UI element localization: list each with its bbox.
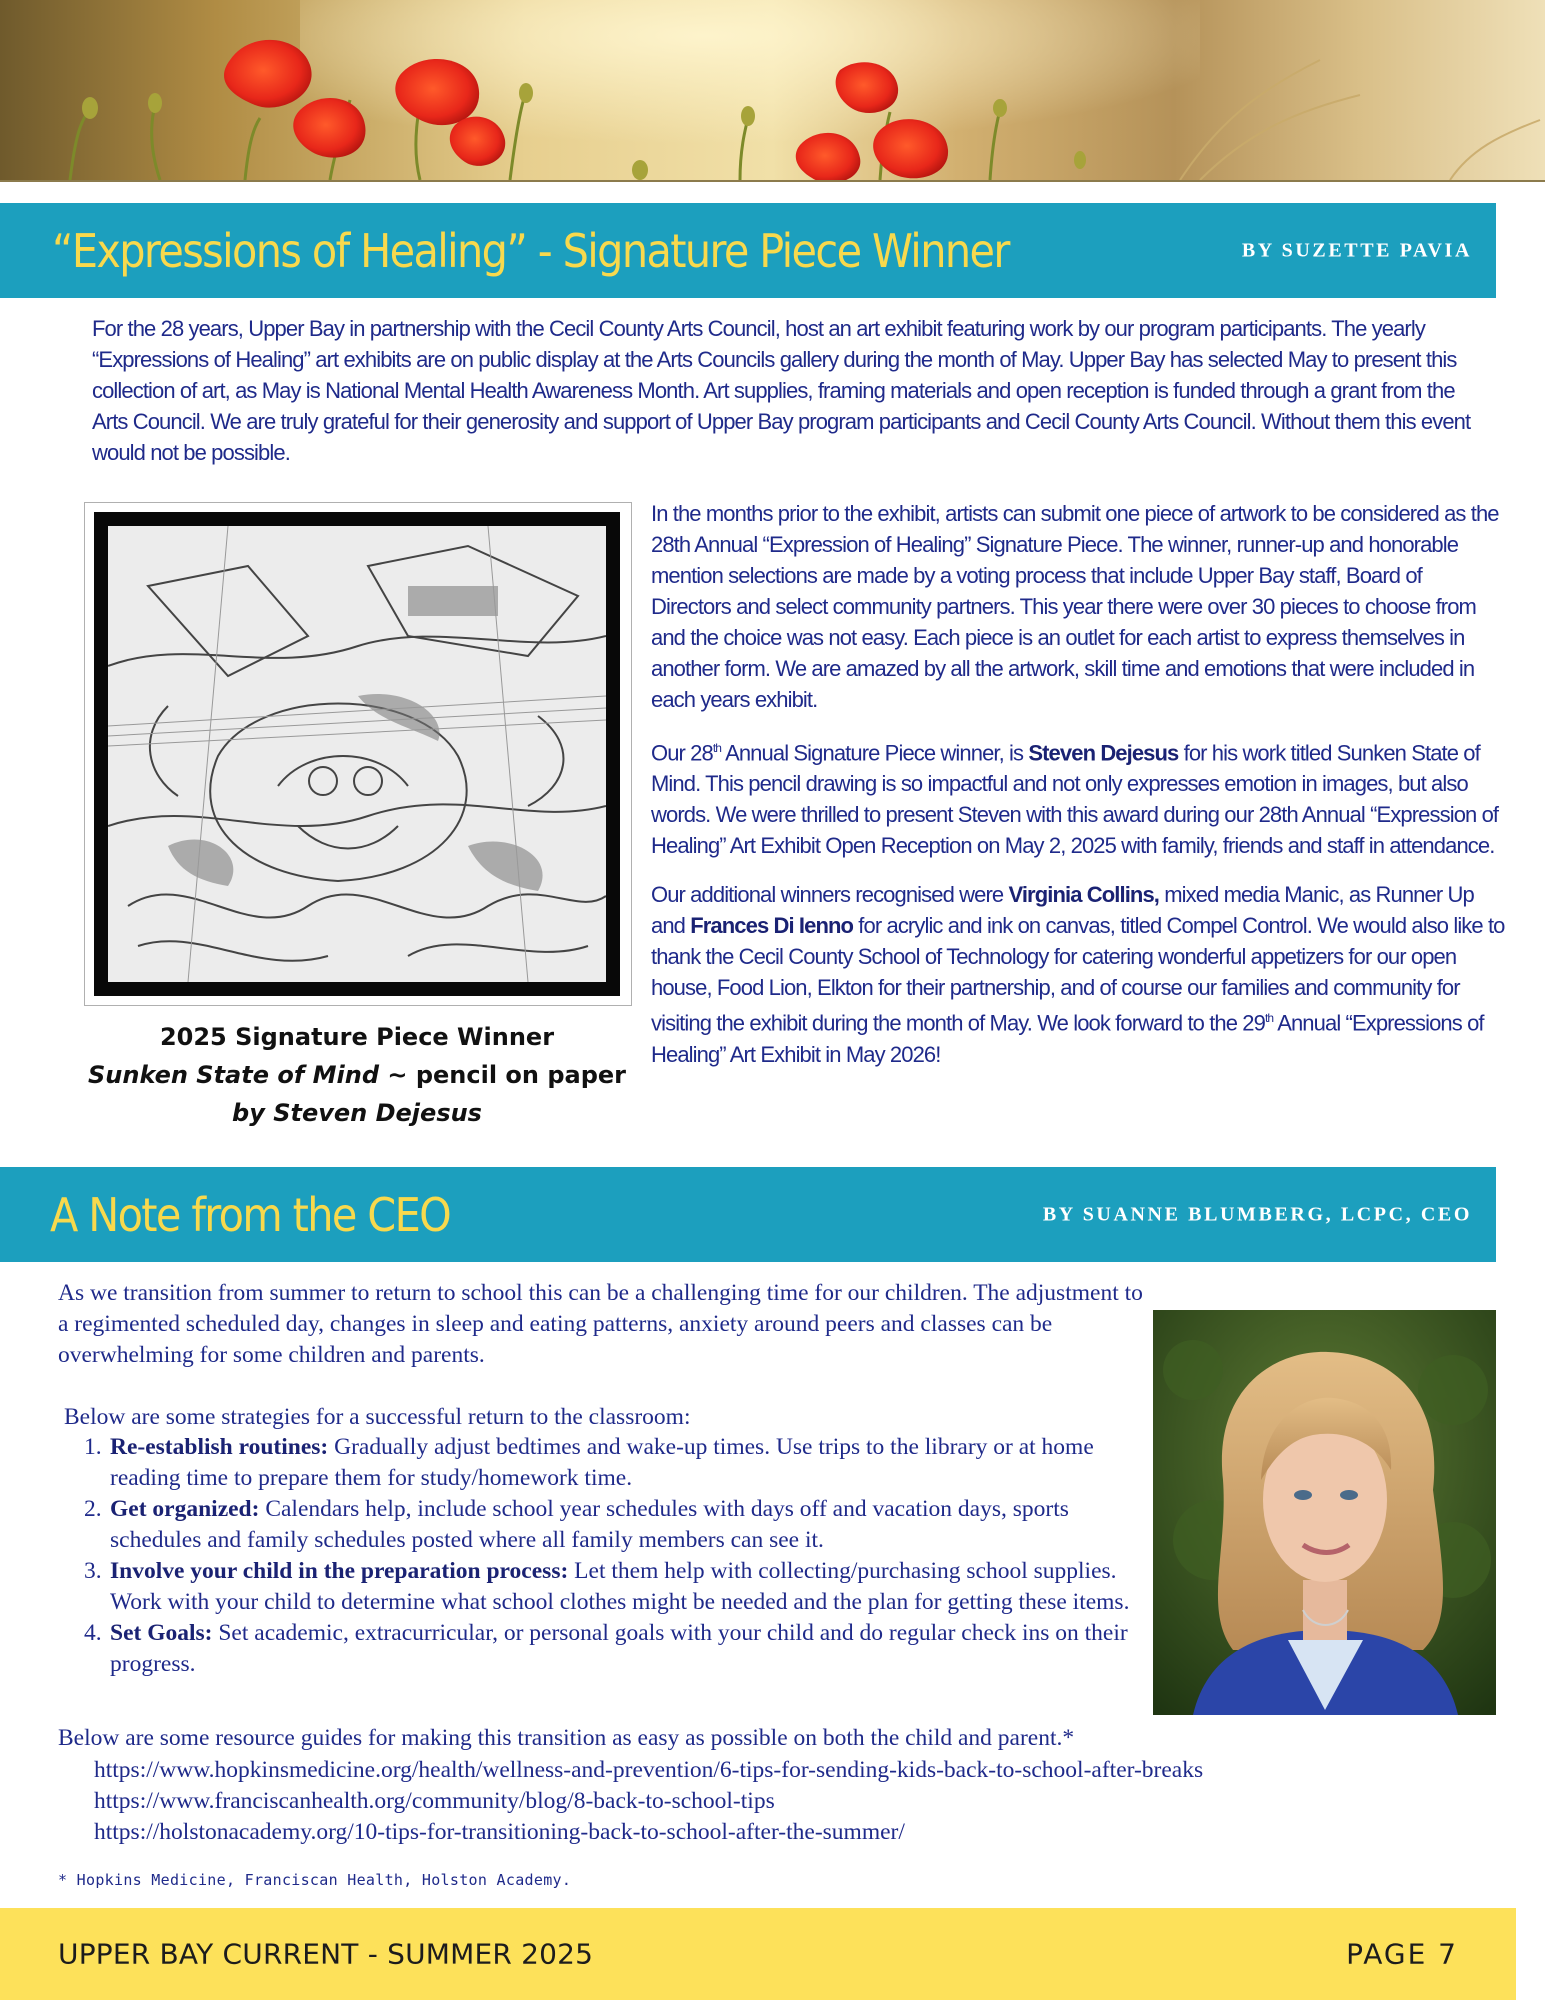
strategy-heading: Re-establish routines: bbox=[110, 1434, 329, 1460]
resource-link[interactable]: https://www.franciscanhealth.org/community/blog/8-back-to-school-tips bbox=[94, 1788, 775, 1814]
text-run: Our 28 bbox=[651, 740, 713, 766]
caption-title: 2025 Signature Piece Winner bbox=[159, 1023, 555, 1051]
publication-name: UPPER BAY CURRENT - SUMMER 2025 bbox=[58, 1937, 594, 1971]
caption-medium-text: pencil on paper bbox=[407, 1061, 626, 1089]
ceo-portrait-photo bbox=[1153, 1310, 1496, 1715]
resource-link[interactable]: https://holstonacademy.org/10-tips-for-transitioning-back-to-school-after-the-summer/ bbox=[94, 1819, 905, 1845]
text-run: for acrylic and ink on canvas, titled Compel Control. We would also like to thank the Cecil County School of Technology for catering wonderful appetizers for our open house, Food Lion, Elkton for their partnership, and of course our families and community for visiting the exhibit during the month of May. We look forward to the 29 bbox=[651, 913, 1505, 1036]
text-run: Our additional winners recognised were bbox=[651, 882, 1009, 908]
list-item bbox=[84, 1556, 1144, 1618]
text-run: for his work titled Sunken State of Mind. This pencil drawing is so impactful and not only expresses emotion in images, but also words. We were thrilled to present Steven with this award during our 28th Annual “Expression of Healing” Art Exhibit Open Reception on May 2, 2025 with family, friends and staff in attendance. bbox=[651, 740, 1499, 859]
list-number: 1. bbox=[84, 1434, 102, 1460]
signature-piece-artwork bbox=[84, 502, 632, 1006]
caption-artist bbox=[84, 1094, 630, 1132]
strategy-text: Calendars help, include school year schedules with days off and vacation days, sports schedules and family schedules posted where all family members can see it. bbox=[110, 1496, 1069, 1553]
pencil-drawing bbox=[108, 526, 606, 982]
article-paragraph-1: In the months prior to the exhibit, artists can submit one piece of artwork to be considered as the 28th Annual “Expression of Healing” Signature Piece. The winner, runner-up and honorable mention selections are made by a voting process that include Upper Bay staff, Board of Directors and select community partners. This year there were over 30 pieces to choose from and the choice was not easy. Each piece is an outlet for each artist to express themselves in another form. We are amazed by all the artwork, skill time and emotions that were included in each years exhibit. bbox=[651, 501, 1499, 712]
ceo-note-byline: BY SUANNE BLUMBERG, LCPC, CEO bbox=[1042, 1203, 1472, 1225]
poppy-illustration bbox=[0, 0, 1545, 180]
ordinal-suffix: th bbox=[1264, 1011, 1274, 1026]
artwork-mat bbox=[94, 512, 620, 996]
article-intro-paragraph: For the 28 years, Upper Bay in partnership with the Cecil County Arts Council, host an art exhibit featuring work by our program participants. The yearly “Expressions of Healing” art exhibits are on public display at the Arts Councils gallery during the month of May. Upper Bay has selected May to present this collection of art, as May is National Mental Health Awareness Month. Art supplies, framing materials and open reception is funded through a grant from the Arts Council. We are truly grateful for their generosity and support of Upper Bay program participants and Cecil County Arts Council. Without them this event would not be possible. bbox=[92, 316, 1471, 465]
list-item bbox=[84, 1432, 1144, 1494]
artwork-caption bbox=[84, 1018, 630, 1132]
article-body-column bbox=[651, 498, 1505, 1088]
page-footer bbox=[0, 1908, 1516, 2000]
list-item bbox=[84, 1618, 1144, 1680]
strategy-text: Let them help with collecting/purchasing school supplies. Work with your child to determine what school clothes might be needed and the plan for getting these items. bbox=[110, 1558, 1130, 1615]
strategy-text: Set academic, extracurricular, or personal goals with your child and do regular check ins on their progress. bbox=[110, 1620, 1128, 1677]
resources-footnote: * Hopkins Medicine, Franciscan Health, Holston Academy. bbox=[58, 1871, 572, 1889]
caption-artist-name: by Steven Dejesus bbox=[232, 1099, 482, 1127]
list-number: 3. bbox=[84, 1558, 102, 1584]
caption-medium bbox=[84, 1056, 630, 1094]
strategy-heading: Involve your child in the preparation process: bbox=[110, 1558, 569, 1584]
honorable-mention-name: Frances Di Ienno bbox=[690, 913, 854, 939]
list-number: 2. bbox=[84, 1496, 102, 1522]
article-paragraph-3 bbox=[651, 879, 1505, 1069]
strategies-intro: Below are some strategies for a successful return to the classroom: bbox=[64, 1404, 691, 1430]
strategy-heading: Get organized: bbox=[110, 1496, 260, 1522]
ordinal-suffix: th bbox=[712, 741, 722, 755]
resource-links bbox=[94, 1755, 1534, 1848]
text-run: Annual “Expressions of Healing” Art Exhibit in May 2026! bbox=[651, 1010, 1484, 1067]
resources-intro: Below are some resource guides for making this transition as easy as possible on both the child and parent.* bbox=[58, 1725, 1075, 1751]
text-run: mixed media Manic, as Runner Up and bbox=[651, 882, 1474, 939]
ceo-note-header-bar bbox=[0, 1167, 1496, 1262]
article-header-bar bbox=[0, 203, 1496, 298]
article-paragraph-2 bbox=[651, 733, 1505, 861]
runner-up-name: Virginia Collins, bbox=[1008, 882, 1160, 908]
banner-divider bbox=[0, 180, 1545, 182]
caption-artwork-title: Sunken State of Mind ~ bbox=[88, 1061, 408, 1089]
winner-name: Steven Dejesus bbox=[1028, 740, 1179, 766]
portrait-illustration bbox=[1153, 1310, 1496, 1715]
header-poppy-photo bbox=[0, 0, 1545, 180]
pencil-drawing-illustration bbox=[108, 526, 606, 982]
resource-link[interactable]: https://www.hopkinsmedicine.org/health/wellness-and-prevention/6-tips-for-sending-kids-back-to-school-after-breaks bbox=[94, 1757, 1204, 1783]
strategies-list bbox=[84, 1432, 1144, 1680]
ceo-note-intro: As we transition from summer to return to school this can be a challenging time for our children. The adjustment to a regimented scheduled day, changes in sleep and eating patterns, anxiety around peers and classes can be overwhelming for some children and parents. bbox=[58, 1280, 1143, 1368]
strategy-heading: Set Goals: bbox=[110, 1620, 213, 1646]
strategy-text: Gradually adjust bedtimes and wake-up times. Use trips to the library or at home reading time to prepare them for study/homework time. bbox=[110, 1434, 1094, 1491]
article-byline: BY SUZETTE PAVIA bbox=[1241, 239, 1472, 261]
article-title: “Expressions of Healing” - Signature Piece Winner bbox=[52, 223, 1009, 278]
ceo-note-title: A Note from the CEO bbox=[50, 1187, 451, 1242]
page-number: PAGE 7 bbox=[1346, 1937, 1458, 1971]
text-run: Annual Signature Piece winner, is bbox=[721, 740, 1029, 766]
list-item bbox=[84, 1494, 1144, 1556]
list-number: 4. bbox=[84, 1620, 102, 1646]
